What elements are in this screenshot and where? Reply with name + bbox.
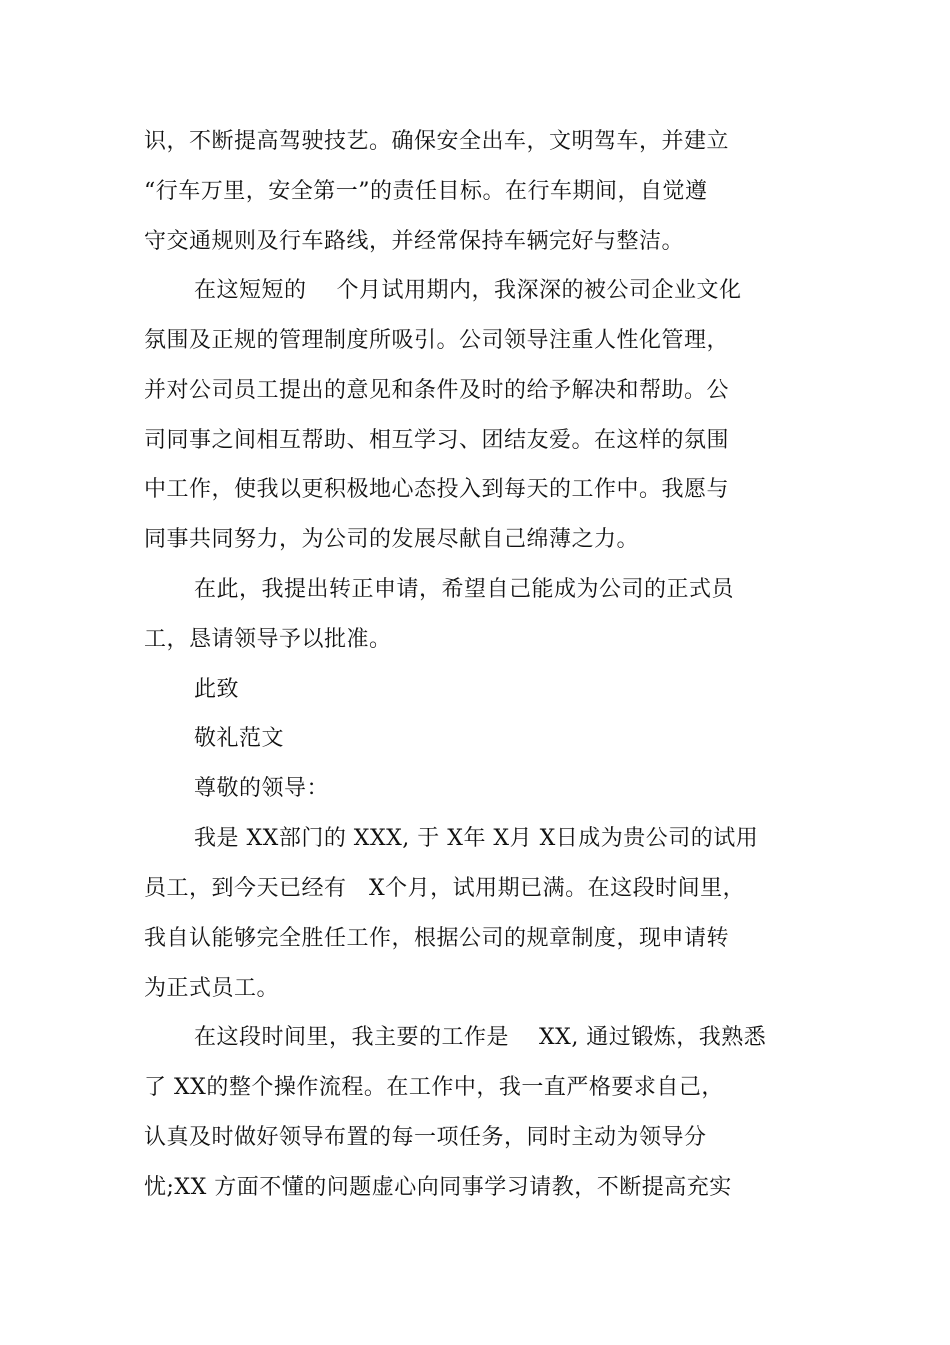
text-line-19: 在这段时间里，我主要的工作是 XX, 通过锻炼，我熟悉 <box>194 1025 767 1050</box>
text-line-15: 我是 XX部门的 XXX, 于 X年 X月 X日成为贵公司的试用 <box>194 826 759 851</box>
text-line-14: 尊敬的领导： <box>194 776 330 801</box>
text-line-8: 中工作，使我以更积极地心态投入到每天的工作中。我愿与 <box>144 477 730 502</box>
text-line-2: “行车万里，安全第一”的责任目标。在行车期间，自觉遵 <box>144 179 708 204</box>
text-line-6: 并对公司员工提出的意见和条件及时的给予解决和帮助。公 <box>144 378 730 403</box>
text-line-9: 同事共同努力，为公司的发展尽献自己绵薄之力。 <box>144 527 640 552</box>
text-line-22: 忧;XX 方面不懂的问题虚心向同事学习请教，不断提高充实 <box>144 1175 732 1200</box>
text-line-16: 员工，到今天已经有 X个月，试用期已满。在这段时间里， <box>144 876 746 901</box>
text-line-3: 守交通规则及行车路线，并经常保持车辆完好与整洁。 <box>144 229 685 254</box>
text-line-17: 我自认能够完全胜任工作，根据公司的规章制度，现申请转 <box>144 926 730 951</box>
text-line-12: 此致 <box>194 677 240 702</box>
text-line-7: 司同事之间相互帮助、相互学习、团结友爱。在这样的氛围 <box>144 428 730 453</box>
text-line-18: 为正式员工。 <box>144 976 280 1001</box>
text-line-21: 认真及时做好领导布置的每一项任务，同时主动为领导分 <box>144 1125 707 1150</box>
text-line-13: 敬礼范文 <box>194 726 285 751</box>
text-line-10: 在此，我提出转正申请，希望自己能成为公司的正式员 <box>194 577 735 602</box>
text-line-4: 在这短短的 个月试用期内，我深深的被公司企业文化 <box>194 278 742 303</box>
text-line-5: 氛围及正规的管理制度所吸引。公司领导注重人性化管理， <box>144 328 730 353</box>
text-line-20: 了 XX的整个操作流程。在工作中，我一直严格要求自己， <box>144 1075 724 1100</box>
text-line-1: 识，不断提高驾驶技艺。确保安全出车，文明驾车，并建立 <box>144 129 730 154</box>
text-line-11: 工，恳请领导予以批准。 <box>144 627 392 652</box>
